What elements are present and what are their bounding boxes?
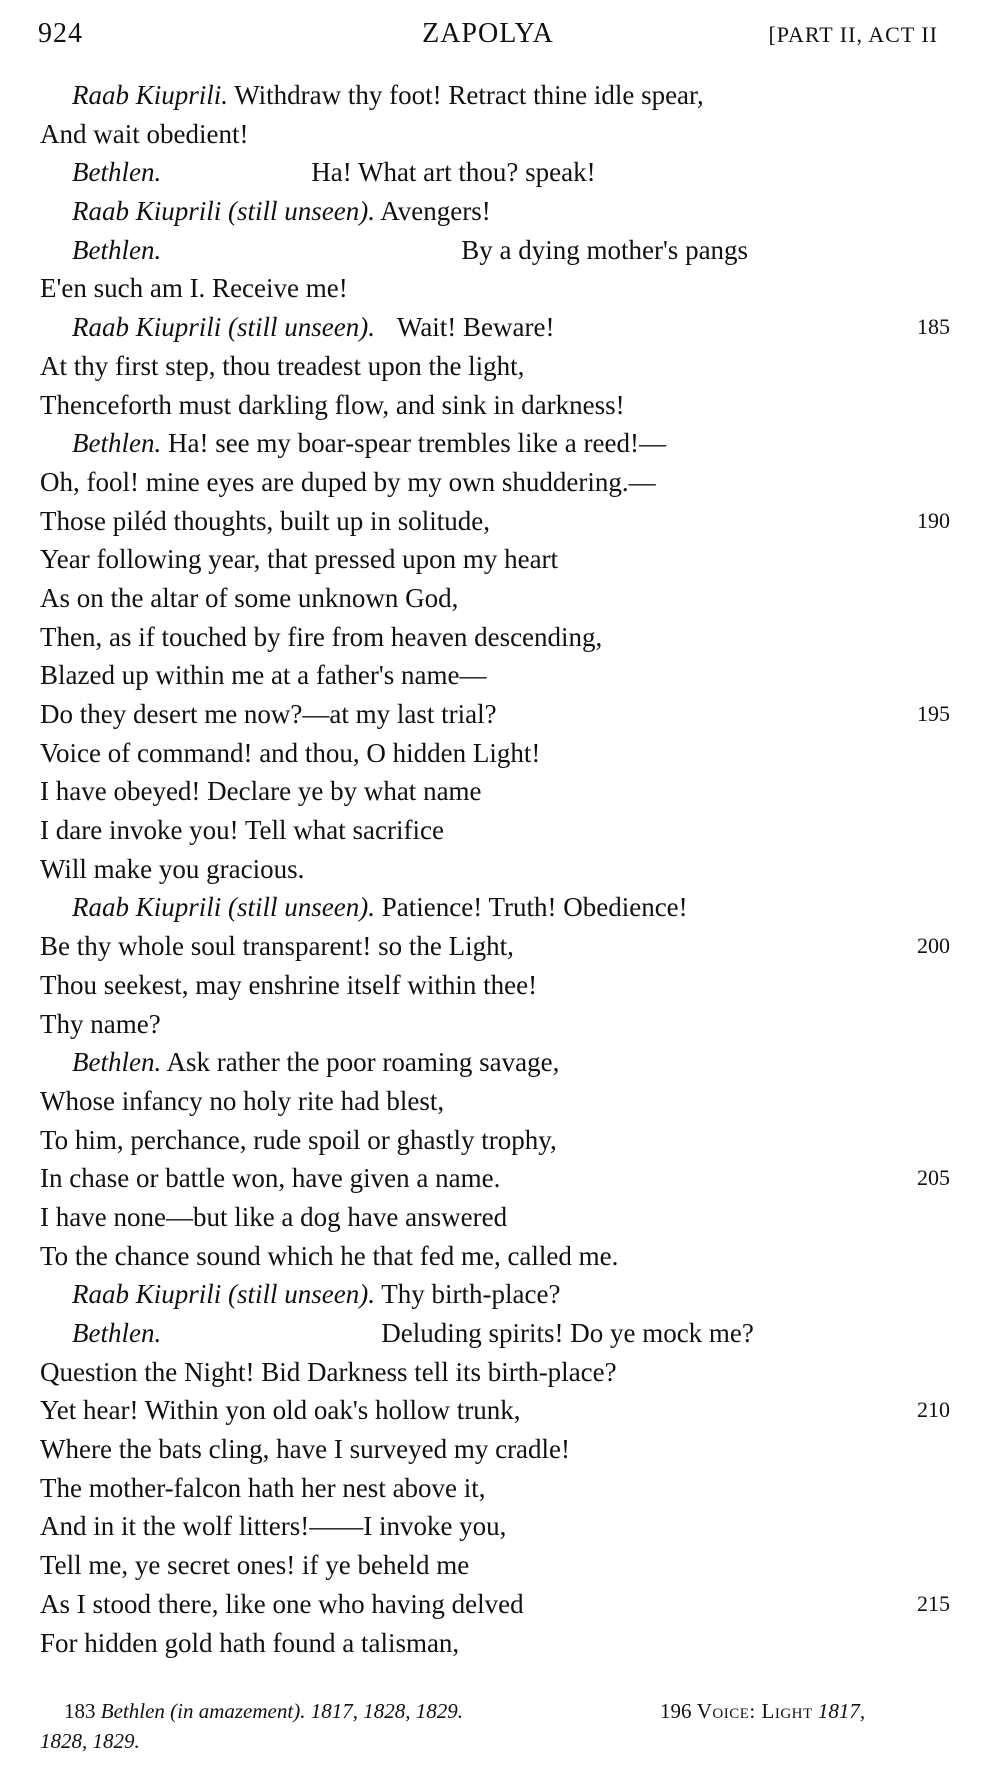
footnote-reading: Bethlen (in amazement). xyxy=(100,1699,306,1723)
section-label: [PART II, ACT II xyxy=(768,22,938,47)
verse-line xyxy=(40,1198,950,1237)
speech-line xyxy=(40,1275,950,1314)
line-text: By a dying mother's pangs xyxy=(461,234,749,265)
verse-line xyxy=(40,540,950,579)
running-title: ZAPOLYA xyxy=(422,18,554,49)
line-text: As on the altar of some unknown God, xyxy=(40,582,459,613)
speech-line xyxy=(40,1043,950,1082)
line-text: Those piléd thoughts, built up in solitude, xyxy=(40,505,490,536)
speaker-name: Raab Kiuprili (still unseen). xyxy=(72,892,375,923)
verse-line xyxy=(40,1430,950,1469)
line-number: 215 xyxy=(917,1590,950,1616)
verse-line xyxy=(40,502,950,541)
line-text: I dare invoke you! Tell what sacrifice xyxy=(40,815,444,846)
line-text: Blazed up within me at a father's name— xyxy=(40,660,487,691)
line-text: I have obeyed! Declare ye by what name xyxy=(40,776,482,807)
speech-line xyxy=(40,1314,950,1353)
line-text: Oh, fool! mine eyes are duped by my own shuddering.— xyxy=(40,466,656,497)
footnote-row xyxy=(40,1696,950,1726)
line-text: Patience! Truth! Obedience! xyxy=(375,892,688,923)
verse-line xyxy=(40,1121,950,1160)
footnote-years: 1817, xyxy=(817,1699,866,1723)
speech-line xyxy=(40,888,950,927)
line-text: At thy first step, thou treadest upon the light, xyxy=(40,350,525,381)
speech-line xyxy=(40,192,950,231)
line-text: Be thy whole soul transparent! so the Light, xyxy=(40,931,514,962)
line-text: The mother-falcon hath her nest above it, xyxy=(40,1472,486,1503)
footnote-years: 1817, 1828, 1829. xyxy=(310,1699,463,1723)
verse-line xyxy=(40,1005,950,1044)
verse-line xyxy=(40,927,950,966)
verse-line xyxy=(40,1624,950,1663)
line-text: And in it the wolf litters!——I invoke you, xyxy=(40,1511,507,1542)
verse-line xyxy=(40,1159,950,1198)
line-text: And wait obedient! xyxy=(40,118,249,149)
line-text: Deluding spirits! Do ye mock me? xyxy=(381,1318,754,1348)
line-text: Thy name? xyxy=(40,1008,161,1039)
verse-line xyxy=(40,347,950,386)
line-text: Will make you gracious. xyxy=(40,853,305,884)
speaker-name: Bethlen. xyxy=(72,157,162,188)
line-text: Ha! see my boar-spear trembles like a reed!— xyxy=(161,428,666,459)
verse-line xyxy=(40,734,950,773)
line-text: Where the bats cling, have I surveyed my cradle! xyxy=(40,1434,571,1465)
verse-line xyxy=(40,1082,950,1121)
verse-line xyxy=(40,1469,950,1508)
speech-line xyxy=(40,153,950,192)
verse-line xyxy=(40,1237,950,1276)
line-text: I have none—but like a dog have answered xyxy=(40,1201,508,1232)
speech-line xyxy=(40,308,950,347)
speaker-name: Bethlen. xyxy=(72,428,162,459)
line-text: Tell me, ye secret ones! if ye beheld me xyxy=(40,1550,470,1581)
footnote-number: 183 xyxy=(64,1699,96,1723)
page-number: 924 xyxy=(38,18,83,49)
line-text: E'en such am I. Receive me! xyxy=(40,273,348,304)
footnote-196 xyxy=(660,1696,865,1726)
line-text: Ask rather the poor roaming savage, xyxy=(161,1047,560,1078)
verse-line xyxy=(40,772,950,811)
footnotes xyxy=(40,1696,950,1756)
verse-line xyxy=(40,463,950,502)
line-number: 210 xyxy=(917,1397,950,1423)
verse-line xyxy=(40,115,950,154)
line-text: In chase or battle won, have given a name. xyxy=(40,1163,501,1194)
speaker-name: Bethlen. xyxy=(72,1047,162,1078)
line-text: Thy birth-place? xyxy=(375,1279,561,1310)
line-text: Avengers! xyxy=(375,196,491,227)
speaker-name: Raab Kiuprili (still unseen). xyxy=(72,196,375,227)
speech-line xyxy=(40,76,950,115)
line-text: Ha! What art thou? speak! xyxy=(311,157,596,188)
line-text: Wait! Beware! xyxy=(397,312,555,343)
line-text: Yet hear! Within yon old oak's hollow trunk, xyxy=(40,1395,521,1426)
verse-line xyxy=(40,618,950,657)
verse-line xyxy=(40,1546,950,1585)
line-text: Thou seekest, may enshrine itself within thee! xyxy=(40,969,538,1000)
speech-line xyxy=(40,231,950,270)
verse-line xyxy=(40,850,950,889)
line-text: Thenceforth must darkling flow, and sink in darkness! xyxy=(40,389,625,420)
verse-line xyxy=(40,656,950,695)
verse-line xyxy=(40,695,950,734)
speaker-name: Raab Kiuprili (still unseen). xyxy=(72,1279,375,1310)
line-number: 190 xyxy=(917,507,950,533)
line-number: 195 xyxy=(917,701,950,726)
line-text: As I stood there, like one who having delved xyxy=(40,1588,524,1619)
line-text: Voice of command! and thou, O hidden Light! xyxy=(40,737,541,768)
line-text: Question the Night! Bid Darkness tell its birth-place? xyxy=(40,1356,617,1387)
line-text: Year following year, that pressed upon my heart xyxy=(40,544,559,575)
verse-line xyxy=(40,579,950,618)
footnote-183 xyxy=(64,1696,463,1726)
line-text: To him, perchance, rude spoil or ghastly trophy, xyxy=(40,1124,557,1155)
line-number: 185 xyxy=(917,314,950,340)
verse-line xyxy=(40,386,950,425)
footnote-reading: Voice: Light xyxy=(696,1699,813,1723)
verse-line xyxy=(40,966,950,1005)
verse-line xyxy=(40,1507,950,1546)
line-number: 205 xyxy=(917,1165,950,1191)
line-text: To the chance sound which he that fed me, called me. xyxy=(40,1240,619,1271)
verse-line xyxy=(40,811,950,850)
line-text: Then, as if touched by fire from heaven descending, xyxy=(40,621,603,652)
footnote-years-continued: 1828, 1829. xyxy=(40,1729,140,1753)
speaker-name: Bethlen. xyxy=(72,1318,162,1348)
verse-line xyxy=(40,1391,950,1430)
verse-text xyxy=(40,76,950,1662)
line-text: For hidden gold hath found a talisman, xyxy=(40,1627,460,1658)
speaker-name: Bethlen. xyxy=(72,234,162,265)
speaker-name: Raab Kiuprili (still unseen). xyxy=(72,312,375,343)
verse-line xyxy=(40,1353,950,1392)
running-header xyxy=(38,18,938,58)
footnote-row xyxy=(40,1726,950,1756)
line-text: Withdraw thy foot! Retract thine idle spear, xyxy=(228,80,704,110)
line-text: Do they desert me now?—at my last trial? xyxy=(40,699,497,729)
speech-line xyxy=(40,424,950,463)
speaker-name: Raab Kiuprili. xyxy=(72,80,229,110)
footnote-number: 196 xyxy=(660,1699,692,1723)
line-text: Whose infancy no holy rite had blest, xyxy=(40,1085,445,1116)
line-number: 200 xyxy=(917,933,950,959)
verse-line xyxy=(40,1585,950,1624)
verse-line xyxy=(40,269,950,308)
